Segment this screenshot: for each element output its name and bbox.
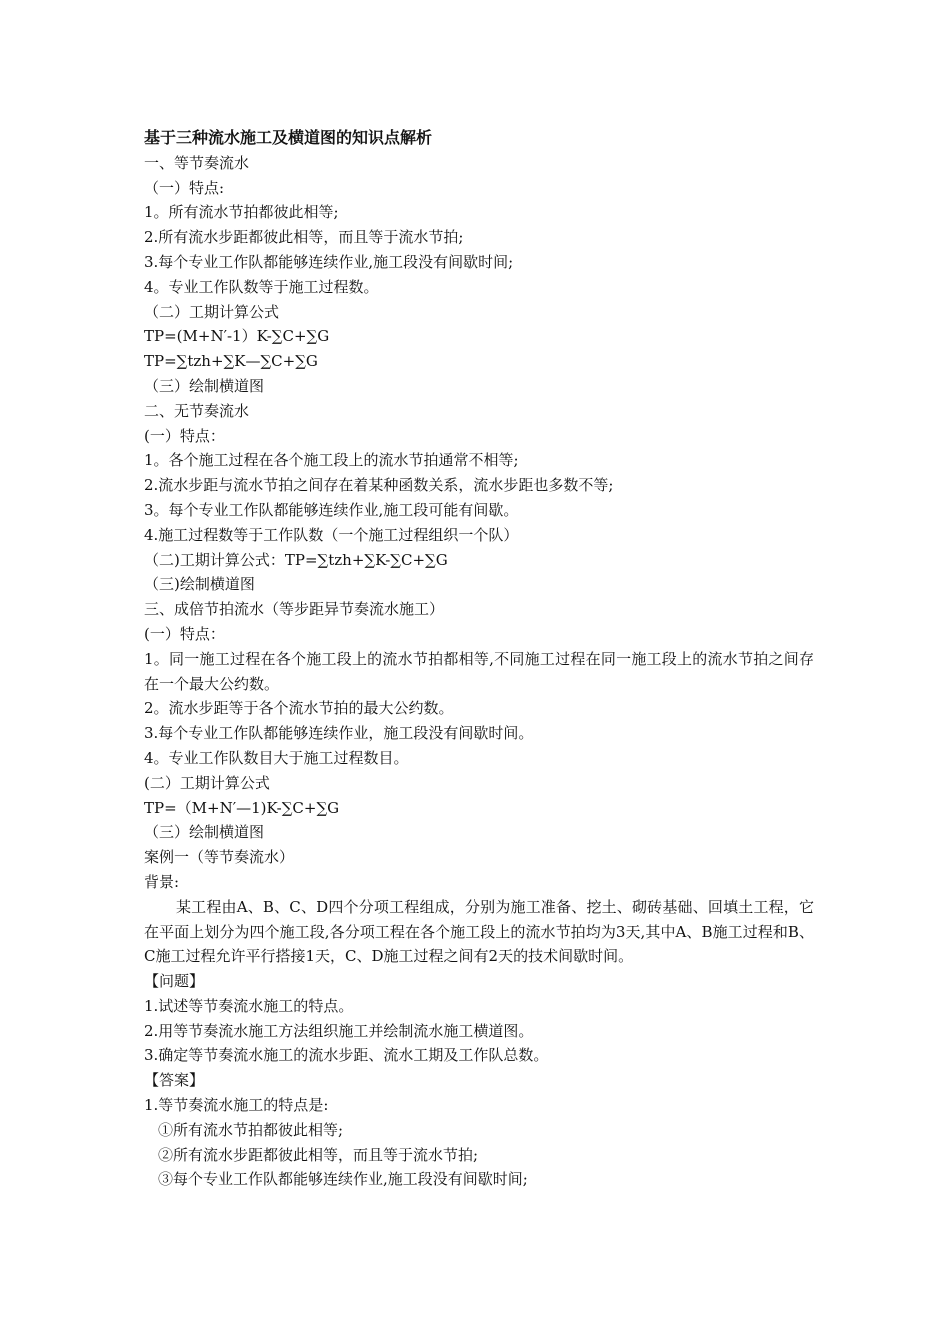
subsection-heading: （三)绘制横道图 [144,575,255,594]
formula: TP=(M+N′-1）K-∑C+∑G [144,327,330,346]
section-heading: 一、等节奏流水 [144,153,250,172]
questions-label: 【问题】 [144,972,205,991]
formula: TP=（M+N′—1)K-∑C+∑G [144,798,340,817]
answer-intro: 1.等节奏流水施工的特点是: [144,1096,329,1115]
subsection-heading: （三）绘制横道图 [144,823,265,842]
answer-item: ②所有流水步距都彼此相等，而且等于流水节拍; [158,1145,479,1164]
list-item: 3.每个专业工作队都能够连续作业，施工段没有间歇时间。 [144,724,534,743]
document-body [144,126,814,1192]
background-paragraph: 某工程由A、B、C、D四个分项工程组成，分别为施工准备、挖土、砌砖基础、回填土工程，它在平面上划分为四个施工段,各分项工程在各个施工段上的流水节拍均为3天,其中A、B施工过程和B、C施工过程允许平行搭接1天，C、D施工过程之间有2天的技术间歇时间。 [144,897,814,966]
answer-item: ①所有流水节拍都彼此相等; [158,1120,344,1139]
background-label: 背景: [144,872,180,891]
subsection-heading: (一）特点： [144,624,225,643]
list-item: 4。专业工作队数目大于施工过程数目。 [144,748,409,767]
list-item: 4.施工过程数等于工作队数（一个施工过程组织一个队） [144,525,519,544]
subsection-heading: （二）工期计算公式 [144,302,280,321]
list-item: 2。流水步距等于各个流水节拍的最大公约数。 [144,699,454,718]
question-item: 3.确定等节奏流水施工的流水步距、流水工期及工作队总数。 [144,1046,549,1065]
answer-label: 【答案】 [144,1071,205,1090]
list-item: 4。专业工作队数等于施工过程数。 [144,277,379,296]
document-title: 基于三种流水施工及横道图的知识点解析 [144,128,433,147]
list-item: 3.每个专业工作队都能够连续作业,施工段没有间歇时间; [144,252,514,271]
list-item: 3。每个专业工作队都能够连续作业,施工段可能有间歇。 [144,500,519,519]
list-item: 1。同一施工过程在各个施工段上的流水节拍都相等,不同施工过程在同一施工段上的流水节拍之间存在一个最大公约数。 [144,649,814,693]
formula: TP=∑tzh+∑K—∑C+∑G [144,352,318,371]
answer-item: ③每个专业工作队都能够连续作业,施工段没有间歇时间; [158,1170,528,1189]
section-heading: 三、成倍节拍流水（等步距异节奏流水施工） [144,600,445,619]
case-heading: 案例一（等节奏流水） [144,848,295,867]
question-item: 1.试述等节奏流水施工的特点。 [144,996,354,1015]
formula: （二)工期计算公式：TP=∑tzh+∑K-∑C+∑G [144,550,448,569]
list-item: 1。各个施工过程在各个施工段上的流水节拍通常不相等; [144,451,519,470]
subsection-heading: (一）特点： [144,426,225,445]
subsection-heading: (二）工期计算公式 [144,773,270,792]
list-item: 2.所有流水步距都彼此相等，而且等于流水节拍; [144,228,464,247]
question-item: 2.用等节奏流水施工方法组织施工并绘制流水施工横道图。 [144,1021,534,1040]
list-item: 2.流水步距与流水节拍之间存在着某种函数关系，流水步距也多数不等; [144,476,614,495]
section-heading: 二、无节奏流水 [144,401,250,420]
list-item: 1。所有流水节拍都彼此相等; [144,203,339,222]
subsection-heading: （三）绘制横道图 [144,376,265,395]
subsection-heading: （一）特点: [144,178,225,197]
